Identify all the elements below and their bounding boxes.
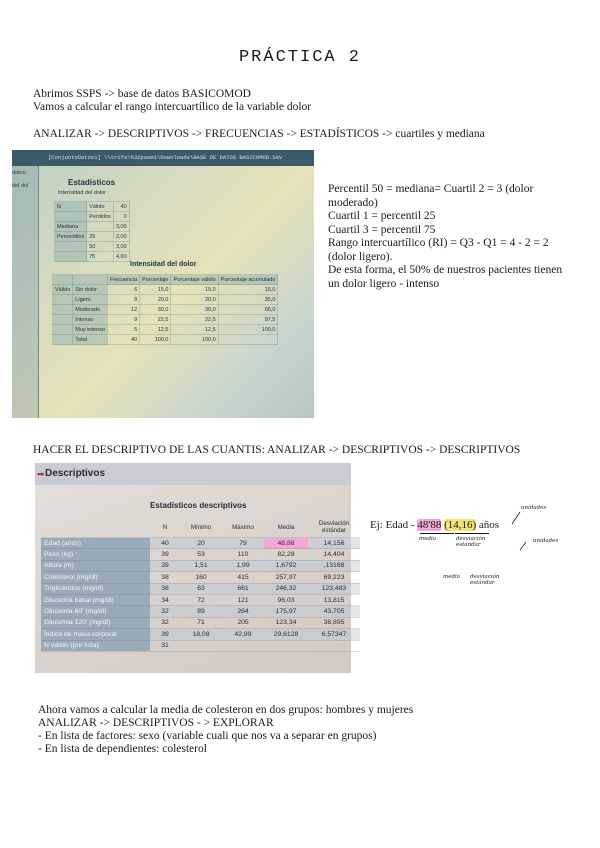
table-cell: 39 xyxy=(150,549,180,560)
table-cell: Edad (años) xyxy=(41,538,150,549)
spss-frequencies-photo xyxy=(12,150,314,418)
table-cell: 100,0 xyxy=(218,325,278,335)
descriptives-row xyxy=(41,538,360,549)
table-cell: 257,97 xyxy=(264,572,308,583)
annotation-media-1: media xyxy=(419,536,437,542)
table-cell: 6,57347 xyxy=(308,629,360,640)
table-cell: 1,99 xyxy=(222,560,264,571)
table-cell: Porcentaje acumulado xyxy=(218,275,278,285)
table-cell: 15,0 xyxy=(218,285,278,295)
descriptives-row xyxy=(41,629,360,640)
table-cell: Moderado xyxy=(73,305,108,315)
table-cell: 415 xyxy=(222,572,264,583)
table-cell xyxy=(87,222,114,232)
annotation-desviacion-2: desviación estándar xyxy=(470,574,500,586)
table-cell: Perdidos xyxy=(87,212,114,222)
descriptives-row xyxy=(41,517,360,538)
table-cell: 175,97 xyxy=(264,606,308,617)
table-cell: 264 xyxy=(222,606,264,617)
table-cell: Colesterol (mg/dl) xyxy=(41,572,150,583)
descriptives-row xyxy=(41,560,360,571)
table-cell: 79 xyxy=(222,538,264,549)
freq-row xyxy=(53,315,278,325)
table-cell: 87,5 xyxy=(218,315,278,325)
table-cell xyxy=(41,517,150,538)
table-cell xyxy=(264,640,308,651)
table-cell: 20 xyxy=(180,538,222,549)
spss-output-sidebar xyxy=(12,166,39,418)
table-cell: 9 xyxy=(107,315,139,325)
table-cell: 123,483 xyxy=(308,583,360,594)
descriptives-header: Descriptivos xyxy=(45,468,106,479)
table-cell: Frecuencia xyxy=(107,275,139,285)
table-cell xyxy=(73,275,108,285)
descriptives-row xyxy=(41,549,360,560)
table-cell xyxy=(53,315,73,325)
table-cell: Sin dolor xyxy=(73,285,108,295)
note-line-8: un dolor ligero - intenso xyxy=(328,277,440,290)
underline-sd xyxy=(455,533,489,534)
table-cell: 20,0 xyxy=(140,295,171,305)
table-cell xyxy=(180,640,222,651)
table-cell: Total xyxy=(73,335,108,345)
table-cell: 15,0 xyxy=(171,285,218,295)
section2-heading: HACER EL DESCRIPTIVO DE LAS CUANTIS: ANALIZAR -> DESCRIPTIVOS -> DESCRIPTIVOS xyxy=(33,444,521,456)
stats-row xyxy=(55,202,130,212)
table-cell xyxy=(53,335,73,345)
freq-row xyxy=(53,335,278,345)
arrow-icon: ➡ xyxy=(37,469,45,479)
intro-line-2: Vamos a calcular el rango intercuartílico de la variable dolor xyxy=(33,101,312,113)
table-cell: 4,00 xyxy=(113,252,129,262)
table-cell: 75 xyxy=(87,252,114,262)
table-cell: 34 xyxy=(150,594,180,605)
descriptives-row xyxy=(41,617,360,628)
note-line-4: Cuartil 3 = percentil 75 xyxy=(328,223,436,236)
table-cell: 63 xyxy=(180,583,222,594)
table-cell: 123,34 xyxy=(264,617,308,628)
stats-title: Estadísticos xyxy=(68,178,116,187)
table-cell: Percentiles xyxy=(55,232,87,242)
note-line-6: (dolor ligero). xyxy=(328,250,393,263)
descriptives-table-title: Estadísticos descriptivos xyxy=(150,501,247,510)
descriptives-row xyxy=(41,583,360,594)
stats-row xyxy=(55,212,130,222)
table-cell: 12 xyxy=(107,305,139,315)
freq-row xyxy=(53,285,278,295)
table-cell: 38,895 xyxy=(308,617,360,628)
table-cell: 39 xyxy=(150,560,180,571)
table-cell: 205 xyxy=(222,617,264,628)
table-cell: 15,0 xyxy=(140,285,171,295)
table-cell: 661 xyxy=(222,583,264,594)
table-cell: 96,03 xyxy=(264,594,308,605)
table-cell: 65,0 xyxy=(218,305,278,315)
stats-table xyxy=(54,201,130,262)
table-cell: Válido xyxy=(87,202,114,212)
table-cell: 6 xyxy=(107,285,139,295)
note-line-5: Rango intercuartílico (RI) = Q3 - Q1 = 4 - 2 = 2 xyxy=(328,237,549,249)
descriptives-row xyxy=(41,572,360,583)
table-cell: Porcentaje válido xyxy=(171,275,218,285)
table-cell: 43,705 xyxy=(308,606,360,617)
table-cell: N válido (por lista) xyxy=(41,640,150,651)
table-cell: 13,815 xyxy=(308,594,360,605)
descriptives-row xyxy=(41,640,360,651)
stats-subtitle: Intensidad del dolor xyxy=(58,190,107,196)
freq-row xyxy=(53,275,278,285)
menu-path-frecuencias: ANALIZAR -> DESCRIPTIVOS -> FRECUENCIAS -> ESTADÍSTICOS -> cuartiles y mediana xyxy=(33,128,485,140)
table-cell: 32 xyxy=(150,617,180,628)
table-cell: 72 xyxy=(180,594,222,605)
table-cell: 71 xyxy=(180,617,222,628)
table-cell: 22,5 xyxy=(171,315,218,325)
table-cell xyxy=(53,295,73,305)
table-cell: Altura (m) xyxy=(41,560,150,571)
table-cell: 40 xyxy=(107,335,139,345)
example-line xyxy=(370,519,499,532)
table-cell: 121 xyxy=(222,594,264,605)
stats-row xyxy=(55,252,130,262)
table-cell: Muy intenso xyxy=(73,325,108,335)
table-cell: 40 xyxy=(113,202,129,212)
table-cell: 3,00 xyxy=(113,222,129,232)
section3-line-2: ANALIZAR -> DESCRIPTIVOS - > EXPLORAR xyxy=(38,717,274,729)
table-cell: 31 xyxy=(150,640,180,651)
table-cell xyxy=(222,640,264,651)
table-cell: 30,0 xyxy=(171,305,218,315)
table-cell xyxy=(55,212,87,222)
table-cell xyxy=(308,640,360,651)
table-cell: 246,32 xyxy=(264,583,308,594)
table-cell: 100,0 xyxy=(171,335,218,345)
table-cell: 3,00 xyxy=(113,242,129,252)
table-cell: 35,0 xyxy=(218,295,278,305)
table-cell xyxy=(53,305,73,315)
annotation-unidades-1: unidades xyxy=(521,505,547,511)
table-cell: 20,0 xyxy=(171,295,218,305)
sidebar-label-1: datos: xyxy=(12,170,27,176)
table-cell: 69,223 xyxy=(308,572,360,583)
table-cell: 89 xyxy=(180,606,222,617)
table-cell: 1,51 xyxy=(180,560,222,571)
table-cell: Triglicéridos (mg/dl) xyxy=(41,583,150,594)
table-cell: 160 xyxy=(180,572,222,583)
freq-row xyxy=(53,295,278,305)
table-cell: 48,88 xyxy=(264,538,308,549)
table-cell: 5 xyxy=(107,325,139,335)
table-cell: 38 xyxy=(150,583,180,594)
table-cell: 53 xyxy=(180,549,222,560)
table-cell: Ligero xyxy=(73,295,108,305)
table-cell: 42,99 xyxy=(222,629,264,640)
table-cell: Glucemia basal (mg/dl) xyxy=(41,594,150,605)
annotation-media-2: media xyxy=(443,574,461,580)
stats-row xyxy=(55,222,130,232)
table-cell: Válido xyxy=(53,285,73,295)
table-cell: 0 xyxy=(113,212,129,222)
table-cell: Intenso xyxy=(73,315,108,325)
example-mean: 48'88 xyxy=(417,519,442,531)
table-cell: 14,404 xyxy=(308,549,360,560)
table-cell: 29,6128 xyxy=(264,629,308,640)
note-line-3: Cuartil 1 = percentil 25 xyxy=(328,210,436,222)
table-cell: Glucemia 120' (mg/dl) xyxy=(41,617,150,628)
table-cell: 2,00 xyxy=(113,232,129,242)
example-sd: (14,16) xyxy=(444,519,477,531)
table-cell: 110 xyxy=(222,549,264,560)
table-cell: 38 xyxy=(150,572,180,583)
table-cell: 40 xyxy=(150,538,180,549)
stats-row xyxy=(55,242,130,252)
table-cell: 12,5 xyxy=(171,325,218,335)
table-cell xyxy=(218,335,278,345)
freq-row xyxy=(53,305,278,315)
table-cell: Media xyxy=(264,517,308,538)
descriptives-row xyxy=(41,606,360,617)
note-line-1: Percentil 50 = mediana= Cuartil 2 = 3 (dolor xyxy=(328,183,534,195)
table-cell: N xyxy=(55,202,87,212)
table-cell xyxy=(53,325,73,335)
sidebar-label-2: del dol xyxy=(12,183,29,189)
section3-line-3: - En lista de factores: sexo (variable cuali que nos va a separar en grupos) xyxy=(38,730,377,742)
freq-row xyxy=(53,325,278,335)
stats-row xyxy=(55,232,130,242)
table-cell: 100,0 xyxy=(140,335,171,345)
section3-line-4: - En lista de dependientes: colesterol xyxy=(38,743,207,755)
table-cell: Mínimo xyxy=(180,517,222,538)
table-cell xyxy=(53,275,73,285)
descriptives-row xyxy=(41,594,360,605)
table-cell: 25 xyxy=(87,232,114,242)
example-suffix: años xyxy=(478,519,500,531)
table-cell: 8 xyxy=(107,295,139,305)
note-line-7: De esta forma, el 50% de nuestros pacientes tienen xyxy=(328,264,563,276)
table-cell: 82,28 xyxy=(264,549,308,560)
table-cell: 14,156 xyxy=(308,538,360,549)
table-cell xyxy=(55,242,87,252)
table-cell: 1,6792 xyxy=(264,560,308,571)
table-cell: ,13168 xyxy=(308,560,360,571)
dataset-path: [ConjuntoDatos1] \\trifs\h32pasmi\Downloads\BASE DE DATOS BASICOMOD.SAV xyxy=(48,154,283,161)
note-line-2: moderado) xyxy=(328,196,378,209)
intro-line-1: Abrimos SSPS -> base de datos BASICOMOD xyxy=(33,88,251,100)
annotation-unidades-2: unidades xyxy=(533,538,559,544)
table-cell: 30,0 xyxy=(140,305,171,315)
underline-mean xyxy=(420,533,454,534)
freq-title: Intensidad del dolor xyxy=(130,261,197,268)
table-cell: Máximo xyxy=(222,517,264,538)
table-cell: 39 xyxy=(150,629,180,640)
table-cell: 22,5 xyxy=(140,315,171,325)
annotation-desviacion-1: desviación estándar xyxy=(456,536,486,548)
table-cell: 12,5 xyxy=(140,325,171,335)
table-cell xyxy=(55,252,87,262)
handwritten-arrows xyxy=(500,500,560,580)
section3-line-1: Ahora vamos a calcular la media de colesteron en dos grupos: hombres y mujeres xyxy=(38,704,414,716)
table-cell: Peso (kg) xyxy=(41,549,150,560)
table-cell: Desviación estándar xyxy=(308,517,360,538)
table-cell: 18,08 xyxy=(180,629,222,640)
page-title: PRÁCTICA 2 xyxy=(238,48,362,67)
table-cell: Índice de masa corporal xyxy=(41,629,150,640)
descriptives-table xyxy=(41,517,360,652)
table-cell: N xyxy=(150,517,180,538)
table-cell: Mediana xyxy=(55,222,87,232)
example-prefix: Ej: Edad - xyxy=(370,519,415,531)
table-cell: Glucemia 60' (mg/dl) xyxy=(41,606,150,617)
quartile-notes xyxy=(328,183,588,291)
table-cell: Porcentaje xyxy=(140,275,171,285)
table-cell: 32 xyxy=(150,606,180,617)
frequency-table xyxy=(52,274,278,345)
table-cell: 50 xyxy=(87,242,114,252)
